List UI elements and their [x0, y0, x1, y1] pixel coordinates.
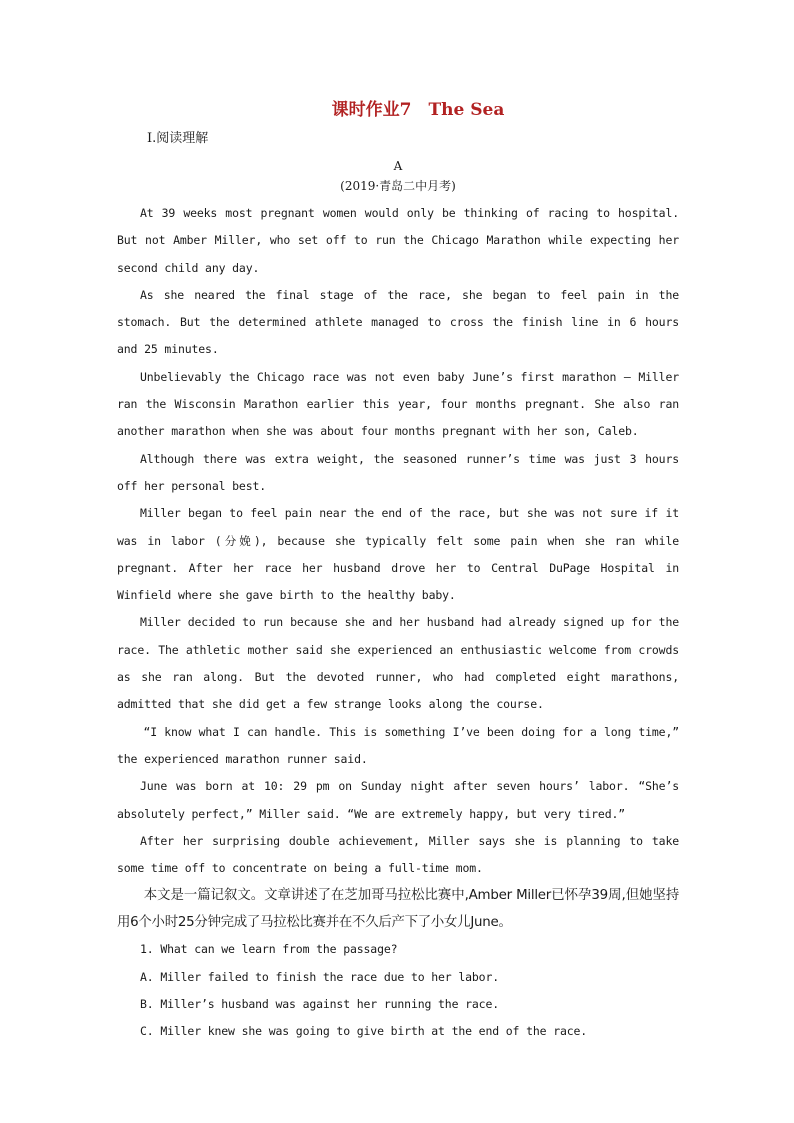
passage-letter: A	[393, 159, 403, 173]
passage-summary: 本文是一篇记叙文。文章讲述了在芝加哥马拉松比赛中,Amber Miller已怀孕39周,但她坚持用6个小时25分钟完成了马拉松比赛并在不久后产下了小女儿June。	[117, 888, 679, 931]
section-heading: Ⅰ.阅读理解	[147, 131, 209, 146]
paragraph-2: As she neared the final stage of the race, she began to feel pain in the stomach. But the determined athlete managed to cross the finish line in 6 hours and 25 minutes.	[117, 287, 679, 357]
paragraph-9: After her surprising double achievement, Miller says she is planning to take some time off to concentrate on being a full-time mom.	[117, 833, 679, 876]
passage-source: (2019·青岛二中月考)	[340, 179, 456, 193]
paragraph-7: “I know what I can handle. This is something I’ve been doing for a long time,” the experienced marathon runner said.	[117, 724, 679, 766]
question-1-option-a: A. Miller failed to finish the race due to her labor.	[140, 969, 500, 984]
question-1-option-c: C. Miller knew she was going to give birth at the end of the race.	[140, 1024, 588, 1039]
paragraph-3: Unbelievably the Chicago race was not even baby June’s first marathon — Miller ran the Wisconsin Marathon earlier this year, four months pregnant. She also ran another marathon when she was about four months pregnant with her son, Caleb.	[117, 369, 679, 439]
question-1-stem: 1. What can we learn from the passage?	[140, 942, 398, 957]
question-1-option-b: B. Miller’s husband was against her running the race.	[140, 997, 500, 1012]
paragraph-5: Miller began to feel pain near the end of the race, but she was not sure if it was in labor (分娩), because she typically felt some pain when she ran while pregnant. After her race her husband drove her to Central DuPage Hospital in Winfield where she gave birth to the healthy baby.	[117, 506, 679, 603]
page-title: 课时作业7 The Sea	[331, 100, 505, 120]
paragraph-1: At 39 weeks most pregnant women would only be thinking of racing to hospital. But not Amber Miller, who set off to run the Chicago Marathon while expecting her second child any day.	[117, 206, 679, 275]
document-page	[117, 96, 679, 1046]
paragraph-4: Although there was extra weight, the seasoned runner’s time was just 3 hours off her personal best.	[117, 451, 679, 493]
paragraph-8: June was born at 10: 29 pm on Sunday night after seven hours’ labor. “She’s absolutely perfect,” Miller said. “We are extremely happy, but very tired.”	[117, 779, 679, 821]
paragraph-6: Miller decided to run because she and her husband had already signed up for the race. The athletic mother said she experienced an enthusiastic welcome from crowds as she ran along. But the devoted runner, who had completed eight marathons, admitted that she did get a few strange looks along the course.	[117, 615, 679, 712]
